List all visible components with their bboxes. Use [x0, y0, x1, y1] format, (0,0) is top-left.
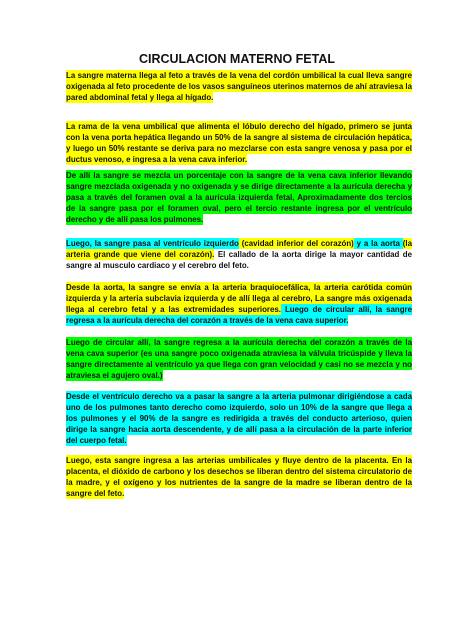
paragraph-3 — [66, 170, 412, 225]
paragraph-4-text-c: y a la aorta — [353, 239, 403, 248]
paragraph-1-text: La sangre materna llega al feto a través de la vena del cordón umbilical la cual lleva sangre oxigenada al feto procedente de los vasos sanguíneos uterinos maternos de ahí atraviesa la pared abdominal fetal y llega al hígado. — [66, 71, 412, 102]
paragraph-4-text-d: (la arteria grande que viene del corazón). — [66, 239, 412, 259]
paragraph-5 — [66, 282, 412, 326]
paragraph-4-text-e: El callado de la aorta dirige la mayor cantidad de sangre al musculo cardiaco y el cerebro del feto. — [66, 250, 413, 270]
paragraph-1 — [66, 70, 412, 103]
document-title: CIRCULACION MATERNO FETAL — [138, 52, 336, 66]
paragraph-4-text-b: (cavidad inferior del corazón) — [238, 239, 354, 248]
paragraph-5-text-b: Luego de circular allí, la sangre regresa a la aurícula derecha del corazón a través de la vena cava superior. — [66, 305, 412, 325]
paragraph-2 — [66, 121, 412, 165]
paragraph-7 — [66, 391, 412, 446]
paragraph-7-text: Desde el ventrículo derecho va a pasar la sangre a la arteria pulmonar dirigiéndose a cada uno de los pulmones tanto derecho como izquierdo, solo un 10% de la sangre que llega a los pulmones y el 90% de la sangre es redirigida a través del conducto arterioso, quien dirige la sangre hacia aorta descendente, y de allí pasa a la circulación de la parte inferior del cuerpo fetal. — [66, 392, 412, 445]
paragraph-5-text-a: Desde la aorta, la sangre se envía a la arteria braquiocefálica, la arteria carótida común izquierda y la arteria subclavia izquierda y de allí llega al cerebro, La sangre más oxigenada llega al cerebro fetal y a las extremidades superiores. — [66, 283, 412, 314]
paragraph-4 — [66, 238, 412, 271]
paragraph-8 — [66, 455, 412, 499]
paragraph-2-text: La rama de la vena umbilical que alimenta el lóbulo derecho del hígado, primero se junta con la vena porta hepática llegando un 50% de la sangre al sistema de circulación hepática, y luego un 50% restante se deriva para no mezclarse con esta sangre venosa y pasa por el ductus venoso, e ingresa a la vena cava inferior. — [66, 122, 412, 164]
paragraph-8-text: Luego, esta sangre ingresa a las arterias umbilicales y fluye dentro de la placenta. En la placenta, el dióxido de carbono y los desechos se liberan dentro del sistema circulatorio de la madre, y el oxígeno y los nutrientes de la sangre de la madre se liberan dentro de la sangre del feto. — [66, 456, 412, 498]
paragraph-6 — [66, 337, 412, 381]
paragraph-6-text: Luego de circular allí, la sangre regresa a la aurícula derecha del corazón a través de la vena cava superior (es una sangre poco oxigenada atraviesa la válvula tricúspide y lleva la sangre directamente al ventrículo ya que llega con gran velocidad y casi no se mezcla y no atraviesa el agujero oval.) — [66, 338, 412, 380]
paragraph-3-text: De allí la sangre se mezcla un porcentaje con la sangre de la vena cava inferior llevando sangre mezclada oxigenada y no oxigenada y se dirige directamente a la aurícula derecha y pasa a través del foramen oval a la aurícula izquierda fetal, Aproximadamente dos tercios de la sangre pasa por el foramen oval, pero el tercio restante ingresa por el ventrículo derecho y de allí pasa los pulmones. — [66, 171, 412, 224]
paragraph-4-text-a: Luego, la sangre pasa al ventrículo izquierdo — [66, 239, 239, 248]
